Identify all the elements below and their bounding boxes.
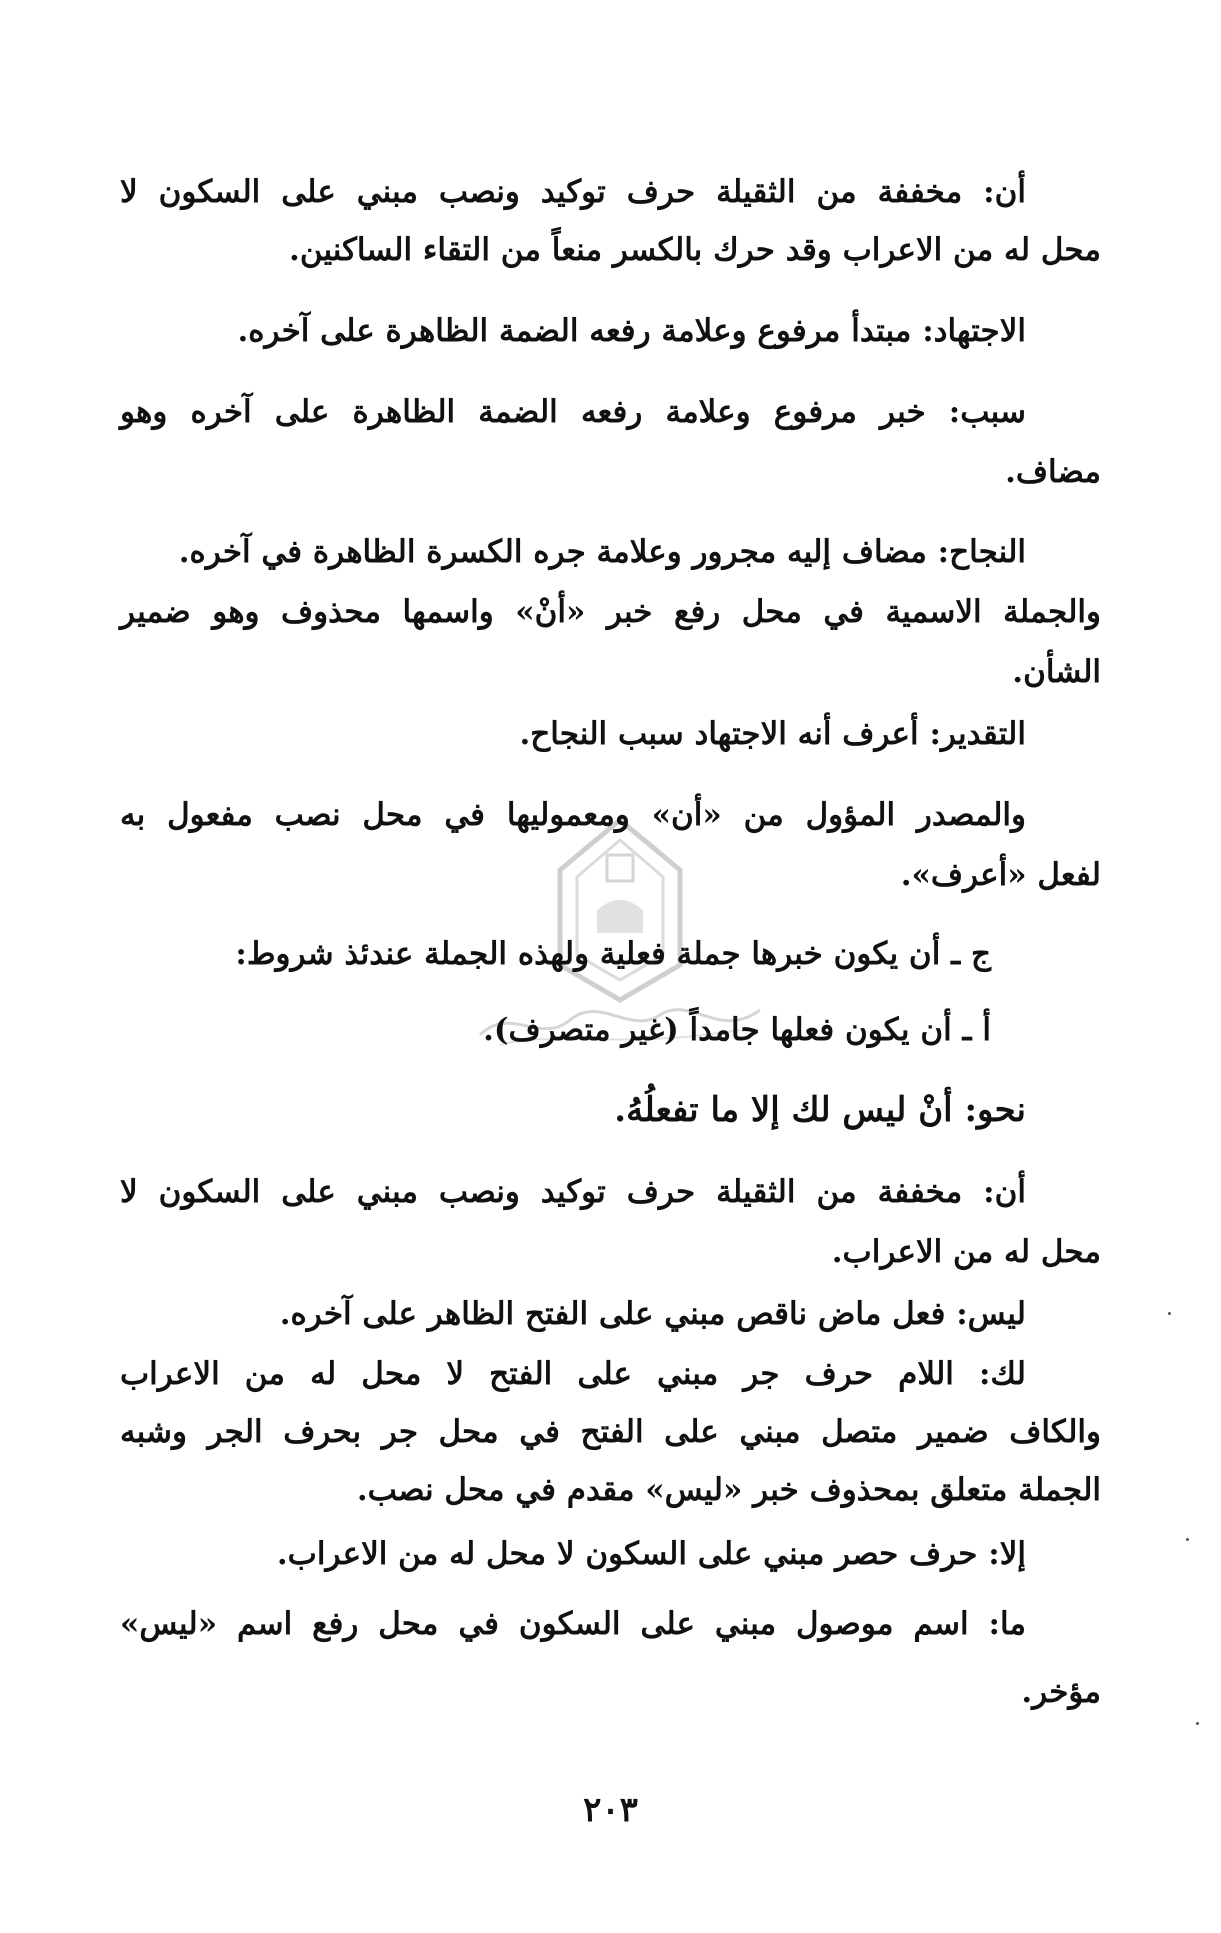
text-line-10: والمصدر المؤول من «أن» ومعموليها في محل نصب مفعول به — [120, 797, 1026, 833]
text-line-2: محل له من الاعراب وقد حرك بالكسر منعاً من التقاء الساكنين. — [289, 232, 1101, 268]
scan-speck — [1186, 1538, 1189, 1541]
text-line-3: الاجتهاد: مبتدأ مرفوع وعلامة رفعه الضمة الظاهرة على آخره. — [237, 313, 1026, 349]
text-line-6: النجاح: مضاف إليه مجرور وعلامة جره الكسرة الظاهرة في آخره. — [178, 534, 1026, 570]
page-number: ٢٠٣ — [583, 1790, 638, 1830]
text-line-18: لك: اللام حرف جر مبني على الفتح لا محل له من الاعراب — [120, 1356, 1026, 1392]
text-line-4: سبب: خبر مرفوع وعلامة رفعه الضمة الظاهرة على آخره وهو — [120, 394, 1026, 430]
text-line-22: ما: اسم موصول مبني على السكون في محل رفع اسم «ليس» — [120, 1606, 1026, 1642]
text-line-1: أن: مخففة من الثقيلة حرف توكيد ونصب مبني على السكون لا — [120, 174, 1026, 210]
text-line-15: أن: مخففة من الثقيلة حرف توكيد ونصب مبني على السكون لا — [120, 1174, 1026, 1210]
library-seal-watermark — [545, 815, 695, 1005]
text-line-17: ليس: فعل ماض ناقص مبني على الفتح الظاهر على آخره. — [279, 1296, 1026, 1332]
text-line-21: إلا: حرف حصر مبني على السكون لا محل له من الاعراب. — [276, 1536, 1026, 1572]
text-line-12: ج ـ أن يكون خبرها جملة فعلية ولهذه الجملة عندئذ شروط: — [235, 936, 991, 972]
text-line-16: محل له من الاعراب. — [831, 1234, 1101, 1270]
text-line-8: الشأن. — [1012, 654, 1101, 690]
text-line-20: الجملة متعلق بمحذوف خبر «ليس» مقدم في محل نصب. — [356, 1472, 1101, 1508]
text-line-13: أ ـ أن يكون فعلها جامداً (غير متصرف). — [483, 1012, 991, 1048]
scan-speck — [1168, 1312, 1171, 1315]
text-line-9: التقدير: أعرف أنه الاجتهاد سبب النجاح. — [519, 716, 1026, 752]
scan-speck — [1196, 1722, 1199, 1725]
text-line-19: والكاف ضمير متصل مبني على الفتح في محل جر بحرف الجر وشبه — [120, 1414, 1101, 1450]
text-line-11: لفعل «أعرف». — [900, 857, 1101, 893]
text-line-7: والجملة الاسمية في محل رفع خبر «أنْ» واسمها محذوف وهو ضمير — [120, 594, 1101, 630]
example-line: نحو: أنْ ليس لك إلا ما تفعلُهُ. — [614, 1090, 1026, 1130]
text-line-5: مضاف. — [1005, 454, 1101, 490]
text-line-23: مؤخر. — [1021, 1674, 1101, 1710]
